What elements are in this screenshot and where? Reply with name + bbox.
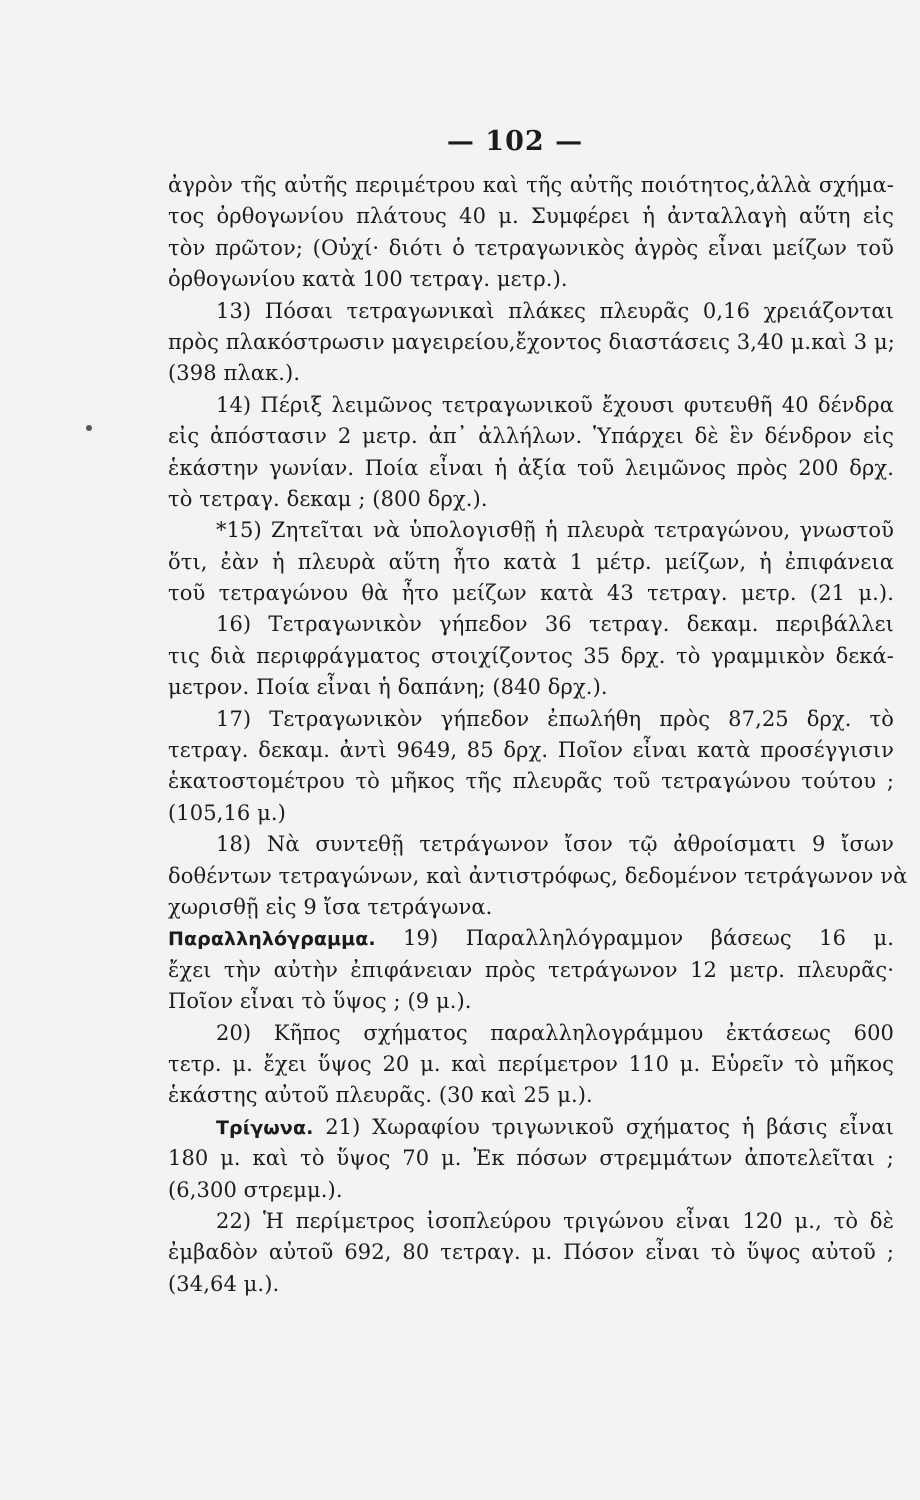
line-text: ἔχει τὴν αὐτὴν ἐπιφάνειαν πρὸς τετράγωνον 12 μετρ. πλευρᾶς· (168, 957, 894, 982)
text-line (168, 358, 894, 389)
line-text: ὅτι, ἐὰν ἡ πλευρὰ αὕτη ἦτο κατὰ 1 μέτρ. μείζων, ἡ ἐπιφάνεια (168, 549, 894, 574)
line-text: δοθέντων τετραγώνων, καὶ ἀντιστρόφως, δεδομένον τετράγωνον νὰ (168, 863, 908, 888)
text-line (168, 296, 894, 327)
section-heading: Τρίγωνα. (216, 1116, 314, 1139)
line-text: τετραγ. δεκαμ. ἀντὶ 9649, 85 δρχ. Ποῖον εἶναι κατὰ προσέγγισιν (168, 738, 894, 763)
text-line (168, 609, 894, 640)
line-text: 21) Χωραφίου τριγωνικοῦ σχήματος ἡ βάσις εἶναι (313, 1114, 894, 1139)
line-text: τὸν πρῶτον; (Οὐχί· διότι ὁ τετραγωνικὸς ἀγρὸς εἶναι μείζων τοῦ (168, 235, 894, 260)
line-text: (6,300 στρεμμ.). (168, 1177, 343, 1202)
line-text: πρὸς πλακόστρωσιν μαγειρείου,ἔχοντος διαστάσεις 3,40 μ.καὶ 3 μ; (168, 329, 895, 354)
section-heading: Παραλληλόγραμμα. (168, 928, 376, 951)
line-text: (105,16 μ.) (168, 800, 286, 825)
line-text: ἀγρὸν τῆς αὐτῆς περιμέτρου καὶ τῆς αὐτῆς ποιότητος,ἀλλὰ σχήμα- (168, 173, 894, 197)
line-text: ὀρθογωνίου κατὰ 100 τετραγ. μετρ.). (168, 267, 568, 292)
line-text: 18) Νὰ συντεθῇ τετράγωνον ἴσον τῷ ἀθροίσματι 9 ἴσων (216, 832, 894, 857)
text-line (168, 1143, 894, 1174)
text-line (168, 264, 894, 295)
text-line (168, 1112, 894, 1143)
text-line (168, 861, 908, 892)
line-text: τὸ τετραγ. δεκαμ ; (800 δρχ.). (168, 486, 488, 511)
text-line (168, 735, 894, 766)
text-line (168, 1080, 894, 1111)
text-line (168, 1175, 894, 1206)
text-line (168, 923, 894, 954)
text-line (168, 1269, 894, 1300)
text-line (168, 1018, 894, 1049)
text-line (168, 798, 894, 829)
line-text: μετρον. Ποία εἶναι ἡ δαπάνη; (840 δρχ.). (168, 675, 608, 700)
text-line (168, 170, 894, 201)
line-text: εἰς ἀπόστασιν 2 μετρ. ἀπ᾽ ἀλλήλων. Ὑπάρχει δὲ ἓν δένδρον εἰς (168, 424, 894, 449)
text-line (168, 641, 894, 672)
line-text: ἑκάστης αὐτοῦ πλευρᾶς. (30 καὶ 25 μ.). (168, 1083, 593, 1108)
line-text: 17) Τετραγωνικὸν γήπεδον ἐπωλήθη πρὸς 87,25 δρχ. τὸ (216, 706, 894, 731)
line-text: Ποῖον εἶναι τὸ ὕψος ; (9 μ.). (168, 989, 472, 1014)
text-line (168, 955, 894, 986)
margin-bullet-mark (86, 425, 92, 431)
line-text: τις διὰ περιφράγματος στοιχίζοντος 35 δρχ. τὸ γραμμικὸν δεκά- (168, 643, 894, 668)
text-line (168, 704, 894, 735)
text-line (168, 421, 894, 452)
text-line (168, 453, 894, 484)
page-number: — 102 — (446, 126, 584, 157)
text-body (168, 170, 908, 1300)
line-text: 180 μ. καὶ τὸ ὕψος 70 μ. Ἐκ πόσων στρεμμάτων ἀποτελεῖται ; (168, 1146, 894, 1171)
line-text: χωρισθῇ εἰς 9 ἴσα τετράγωνα. (168, 894, 493, 919)
line-text: 16) Τετραγωνικὸν γήπεδον 36 τετραγ. δεκαμ. περιβάλλει (216, 612, 894, 637)
text-line (168, 233, 894, 264)
text-line (168, 829, 894, 860)
text-line (168, 547, 894, 578)
text-line (168, 327, 894, 358)
line-text: ἑκάστην γωνίαν. Ποία εἶναι ἡ ἀξία τοῦ λειμῶνος πρὸς 200 δρχ. (168, 455, 894, 480)
text-line (168, 1206, 894, 1237)
text-line (168, 672, 894, 703)
line-text: ἐμβαδὸν αὐτοῦ 692, 80 τετραγ. μ. Πόσον εἶναι τὸ ὕψος αὐτοῦ ; (168, 1240, 894, 1265)
line-text: (34,64 μ.). (168, 1271, 280, 1296)
text-line (168, 390, 894, 421)
line-text: τος ὀρθογωνίου πλάτους 40 μ. Συμφέρει ἡ ἀνταλλαγὴ αὕτη εἰς (168, 204, 894, 229)
text-line (168, 201, 894, 232)
text-line (168, 484, 894, 515)
line-text: 20) Κῆπος σχήματος παραλληλογράμμου ἐκτάσεως 600 (216, 1020, 894, 1045)
line-text: τοῦ τετραγώνου θὰ ἦτο μείζων κατὰ 43 τετραγ. μετρ. (21 μ.). (168, 581, 894, 606)
text-line (168, 986, 894, 1017)
line-text: 13) Πόσαι τετραγωνικαὶ πλάκες πλευρᾶς 0,16 χρειάζονται (216, 298, 894, 323)
line-text: 22) Ἡ περίμετρος ἰσοπλεύρου τριγώνου εἶναι 120 μ., τὸ δὲ (216, 1208, 894, 1233)
line-text: (398 πλακ.). (168, 361, 301, 386)
text-line (168, 766, 894, 797)
text-line (168, 1237, 894, 1268)
text-line (168, 1049, 894, 1080)
line-text: τετρ. μ. ἔχει ὕψος 20 μ. καὶ περίμετρον 110 μ. Εὑρεῖν τὸ μῆκος (168, 1051, 894, 1076)
text-line (168, 892, 894, 923)
line-text: 19) Παραλληλόγραμμον βάσεως 16 μ. (375, 926, 894, 951)
text-line (168, 578, 894, 609)
line-text: *15) Ζητεῖται νὰ ὑπολογισθῇ ἡ πλευρὰ τετραγώνου, γνωστοῦ (216, 518, 894, 543)
line-text: ἑκατοστομέτρου τὸ μῆκος τῆς πλευρᾶς τοῦ τετραγώνου τούτου ; (168, 769, 894, 794)
text-line (168, 515, 894, 546)
line-text: 14) Πέριξ λειμῶνος τετραγωνικοῦ ἔχουσι φυτευθῆ 40 δένδρα (216, 392, 894, 417)
